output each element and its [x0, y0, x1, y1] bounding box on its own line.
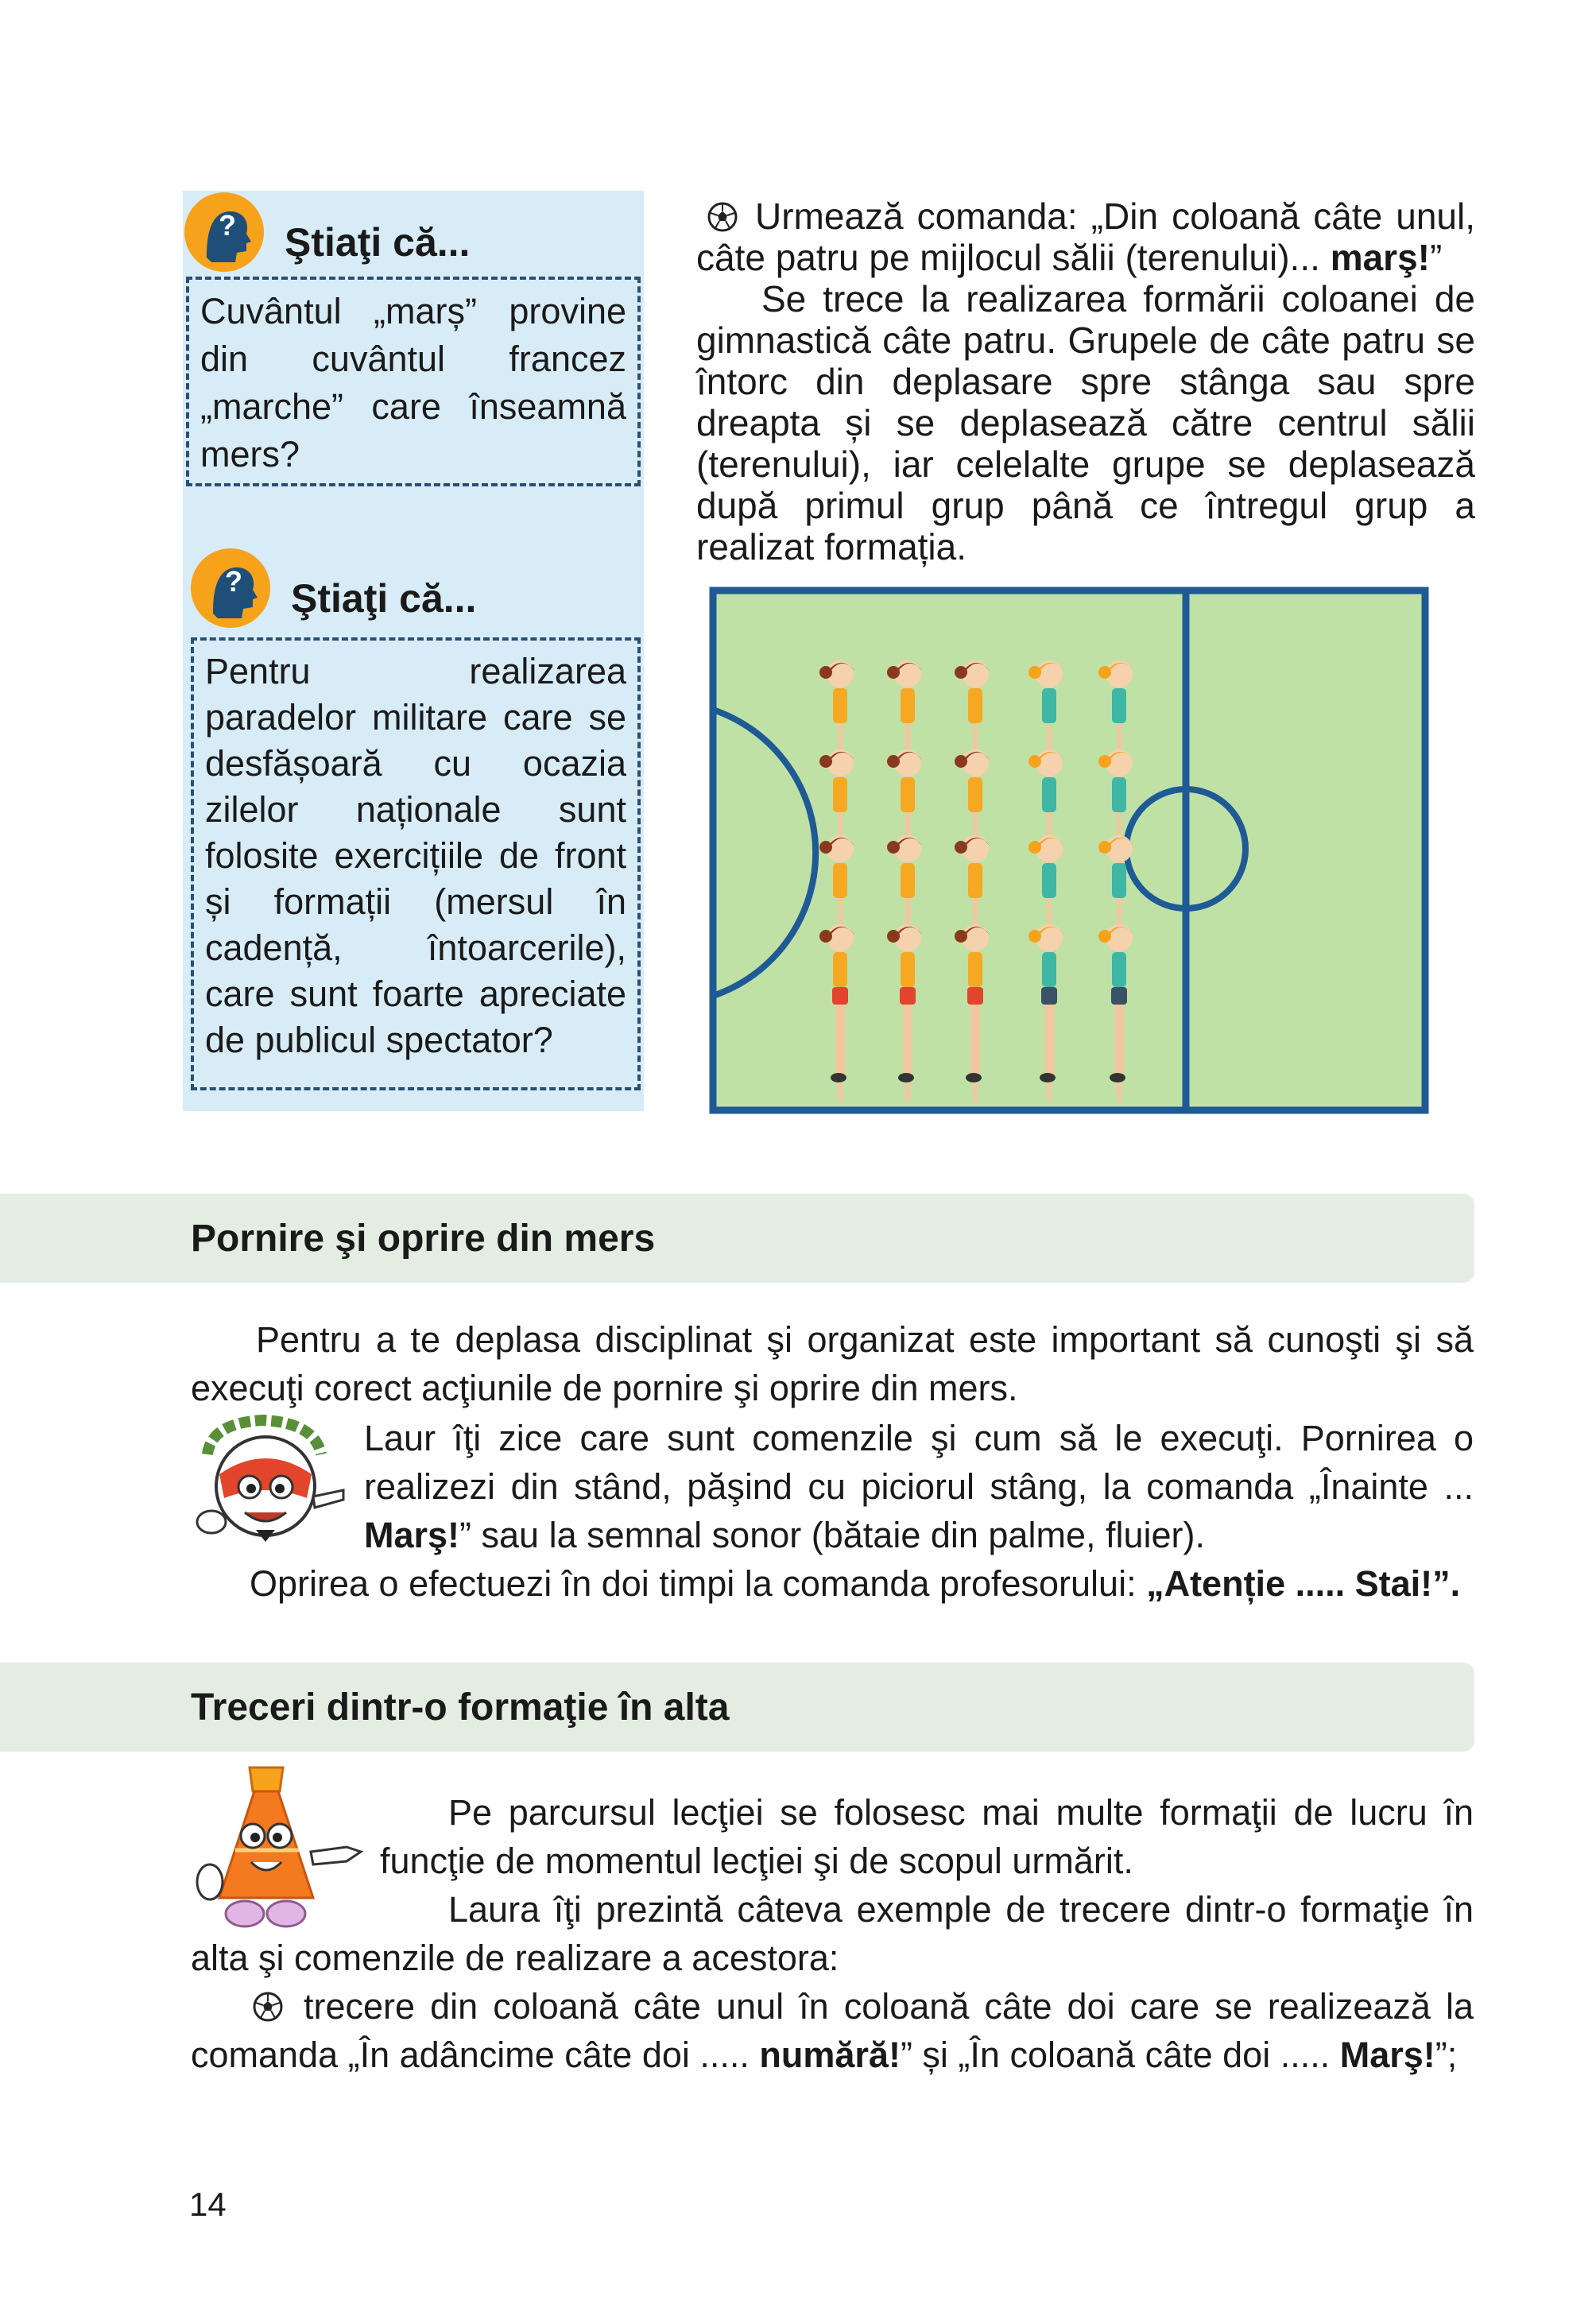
section-treceri-bullet-text [191, 1982, 1474, 2079]
intro-text [696, 196, 1475, 567]
bullet-bold-1: numără! [759, 2035, 901, 2075]
section-pornire-bar [0, 1194, 1474, 1283]
formation-field-illustration [709, 587, 1429, 1114]
section-treceri-p2 [191, 1885, 1474, 1982]
intro-command-suffix: ” [1429, 237, 1443, 278]
bullet-part-a: trecere din coloană câte unul în coloană câte doi care se realizează la comanda „În adâncime câte doi ..... [191, 1986, 1474, 2075]
intro-command [696, 196, 1475, 278]
section-pornire-p1-text: Pentru a te deplasa disciplinat şi organizat este important să cunoşti şi să execuţi corect acţiunile de pornire şi oprire din mers. [191, 1319, 1474, 1408]
info-box-1-title: Ştiaţi că... [285, 220, 471, 265]
mascot-laur [188, 1411, 347, 1554]
section-treceri-heading: Treceri dintr-o formaţie în alta [191, 1686, 730, 1729]
info-box-2 [191, 637, 641, 1090]
svg-text:?: ? [219, 209, 236, 242]
bullet-part-end: ”; [1435, 2035, 1458, 2075]
section-treceri-p1-text: Pe parcursul lecţiei se folosesc mai multe formaţii de lucru în funcţie de momentul lecţiei şi de scopul urmărit. [380, 1792, 1474, 1881]
p2-bold: Marş! [364, 1515, 460, 1555]
section-treceri-bullet [191, 1982, 1474, 2079]
info-box-2-header [189, 547, 476, 629]
page-number: 14 [189, 2186, 227, 2223]
section-pornire-heading: Pornire şi oprire din mers [191, 1217, 656, 1260]
question-head-icon [183, 191, 265, 273]
section-treceri-p1 [380, 1788, 1474, 1885]
p3-part-a: Oprirea o efectuezi în doi timpi la comanda profesorului: [250, 1563, 1147, 1604]
section-pornire-p1 [191, 1315, 1474, 1412]
info-sidebar [183, 191, 644, 1111]
section-pornire-p3-text [250, 1559, 1489, 1608]
question-head-icon [189, 547, 272, 629]
section-pornire-p3 [250, 1559, 1489, 1608]
section-treceri-bar [0, 1663, 1474, 1752]
intro-command-prefix: Urmează comanda: „Din coloană câte unul, câte patru pe mijlocul sălii (terenului)... [696, 196, 1475, 278]
bullet-bold-2: Marş! [1339, 2035, 1435, 2075]
p3-bold: „Atenție ..... Stai!”. [1146, 1563, 1461, 1604]
info-box-2-title: Ştiaţi că... [291, 576, 477, 621]
info-box-2-text: Pentru realizarea paradelor militare care se desfășoară cu ocazia zilelor naționale sunt folosite exercițiile de front și formații (mersul în cadență, întoarcerile), care sunt foarte apreciate de publicul spectator? [205, 651, 626, 1060]
info-box-1-header [183, 191, 470, 273]
intro-paragraph: Se trece la realizarea formării coloanei de gimnastică câte patru. Grupele de câte patru se întorc din deplasare spre stânga sau spre dreapta și se deplasează către centrul sălii (terenului), iar celelalte grupe se deplasează după primul grup până ce întregul grup a realizat formația. [696, 278, 1475, 567]
section-treceri-p2-text: Laura îţi prezintă câteva exemple de trecere dintr-o formaţie în alta şi comenzile de realizare a acestora: [191, 1889, 1474, 1978]
p2-part-a: Laur îţi zice care sunt comenzile şi cum să le execuţi. Pornirea o realizezi din stând, păşind cu piciorul stâng, la comanda „Înainte ... [364, 1418, 1474, 1507]
p2-part-b: ” sau la semnal sonor (bătaie din palme, fluier). [459, 1515, 1205, 1555]
bullet-part-mid: ” și „În coloană câte doi ..... [900, 2035, 1340, 2075]
soccer-ball-icon [707, 202, 738, 232]
section-pornire-p2 [364, 1414, 1474, 1559]
section-pornire-p2-text [364, 1414, 1474, 1559]
info-box-1 [186, 277, 641, 486]
intro-command-bold: marş! [1330, 237, 1430, 278]
svg-text:?: ? [225, 565, 242, 598]
info-box-1-text: Cuvântul „marș” provine din cuvântul francez „marche” care înseamnă mers? [200, 291, 626, 474]
soccer-ball-icon [253, 1992, 283, 2022]
